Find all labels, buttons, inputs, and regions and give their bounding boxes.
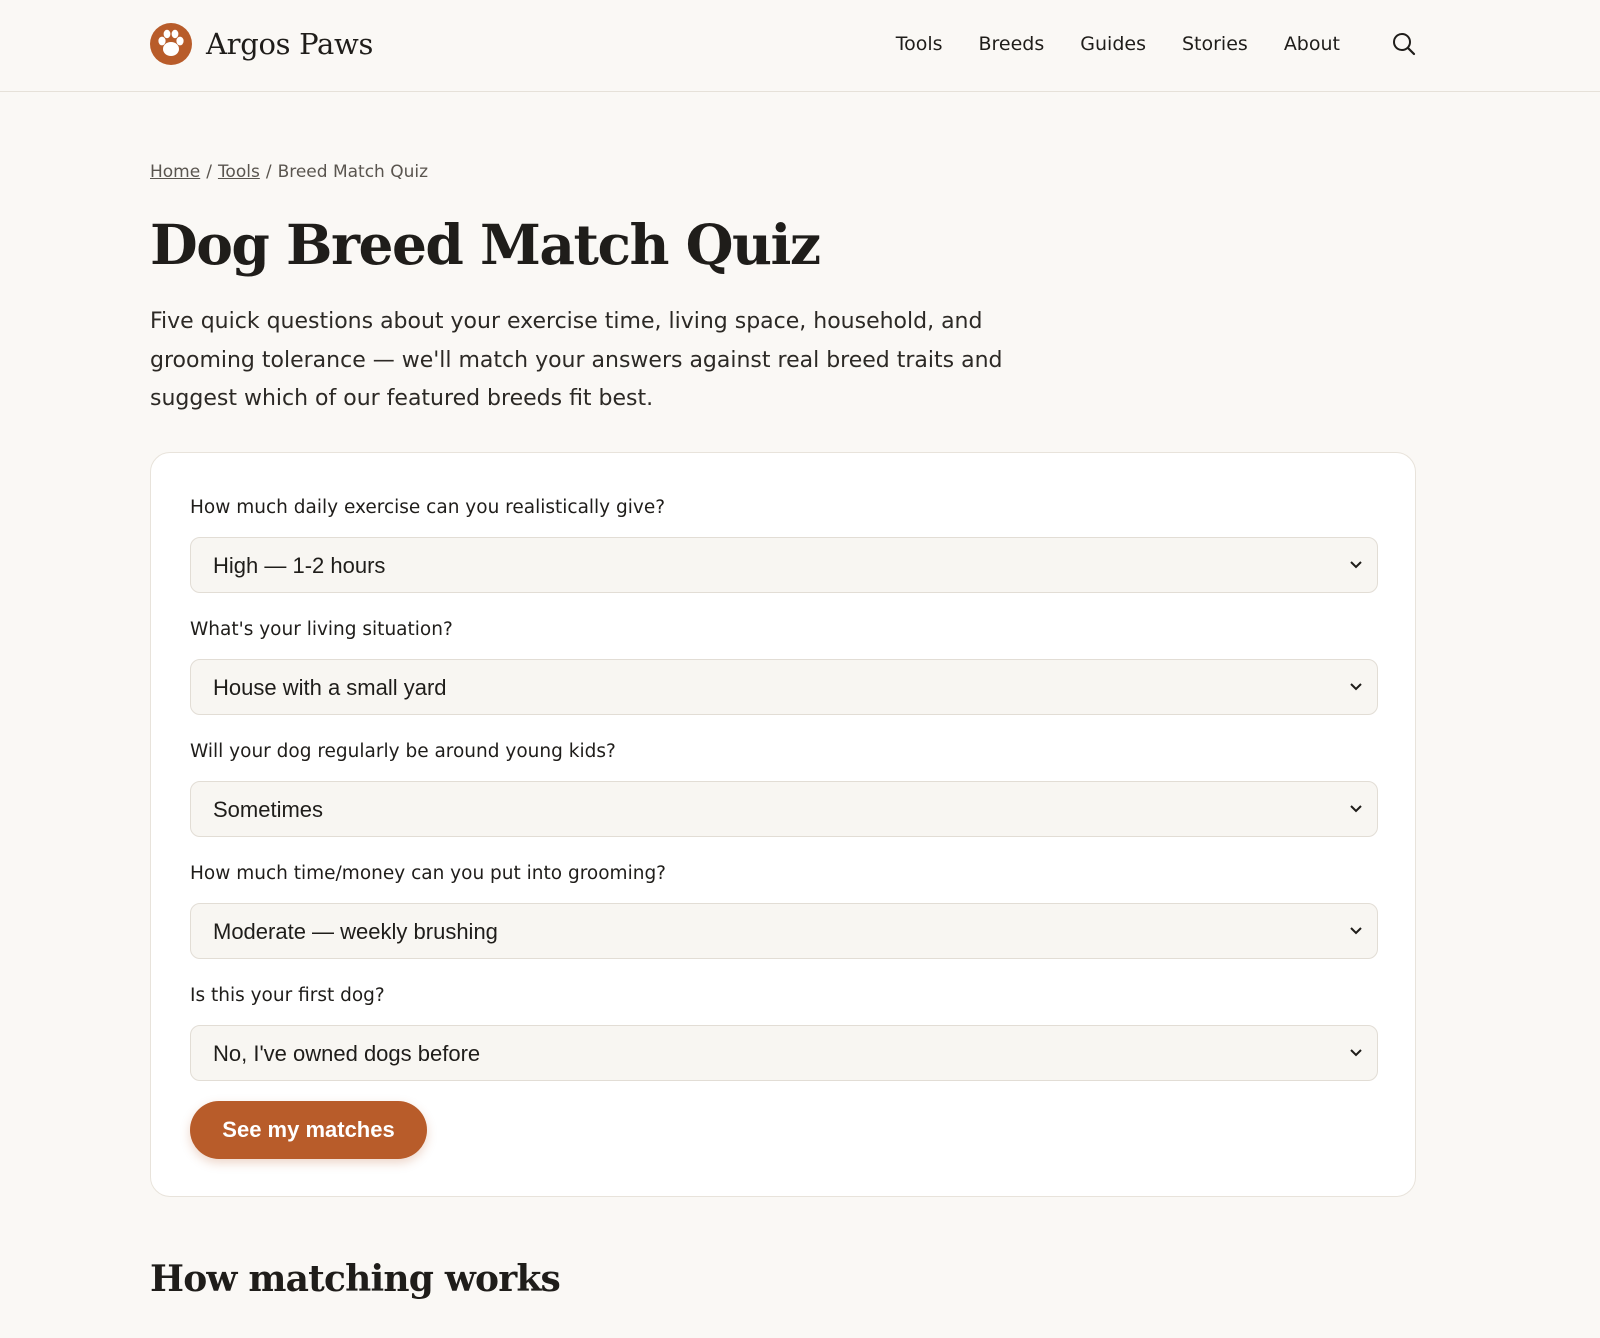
site-header <box>0 0 1600 92</box>
question-label: What's your living situation? <box>190 619 453 640</box>
select-value: High — 1-2 hours <box>213 553 386 578</box>
breadcrumb-separator: / <box>206 162 212 182</box>
breadcrumb <box>150 162 428 182</box>
kids-select[interactable] <box>190 781 1378 837</box>
breadcrumb-current: Breed Match Quiz <box>277 162 429 182</box>
select-value: Sometimes <box>213 797 324 822</box>
exercise-select[interactable] <box>190 537 1378 593</box>
nav-item-tools[interactable]: Tools <box>895 33 943 55</box>
chevron-down-icon <box>1349 1048 1363 1058</box>
nav-item-guides[interactable]: Guides <box>1080 33 1146 55</box>
select-value: House with a small yard <box>213 675 447 700</box>
brand-name: Argos Paws <box>206 27 374 61</box>
select-value: No, I've owned dogs before <box>213 1041 481 1066</box>
question-label: Is this your first dog? <box>190 985 385 1006</box>
quiz-form <box>150 452 1416 1197</box>
select-value: Moderate — weekly brushing <box>213 919 498 944</box>
section-title: How matching works <box>150 1258 561 1300</box>
main-nav <box>896 28 1340 60</box>
breadcrumb-home-link[interactable]: Home <box>150 162 201 182</box>
chevron-down-icon <box>1349 804 1363 814</box>
question-living <box>190 619 1378 715</box>
question-exercise <box>190 497 1378 593</box>
chevron-down-icon <box>1349 560 1363 570</box>
question-grooming <box>190 863 1378 959</box>
nav-item-stories[interactable]: Stories <box>1181 33 1248 55</box>
brand-logo-link[interactable] <box>150 22 373 66</box>
search-icon[interactable] <box>1390 30 1418 58</box>
chevron-down-icon <box>1349 682 1363 692</box>
grooming-select[interactable] <box>190 903 1378 959</box>
breadcrumb-separator: / <box>265 162 272 182</box>
nav-item-breeds[interactable]: Breeds <box>978 33 1045 55</box>
question-label: How much daily exercise can you realistically give? <box>190 497 666 518</box>
nav-item-about[interactable]: About <box>1283 33 1340 55</box>
see-matches-button[interactable]: See my matches <box>190 1101 427 1159</box>
first-dog-select[interactable] <box>190 1025 1378 1081</box>
question-label: How much time/money can you put into grooming? <box>190 863 667 884</box>
page-title: Dog Breed Match Quiz <box>150 212 820 277</box>
question-first-dog <box>190 985 1378 1081</box>
question-kids <box>190 741 1378 837</box>
living-select[interactable] <box>190 659 1378 715</box>
intro-paragraph: Five quick questions about your exercise time, living space, household, and grooming tolerance — we'll match your answers against real breed traits and suggest which of our featured breeds fit best. <box>150 309 1003 411</box>
chevron-down-icon <box>1349 926 1363 936</box>
question-label: Will your dog regularly be around young kids? <box>190 741 616 762</box>
paw-icon <box>150 23 192 65</box>
breadcrumb-tools-link[interactable]: Tools <box>217 162 260 182</box>
